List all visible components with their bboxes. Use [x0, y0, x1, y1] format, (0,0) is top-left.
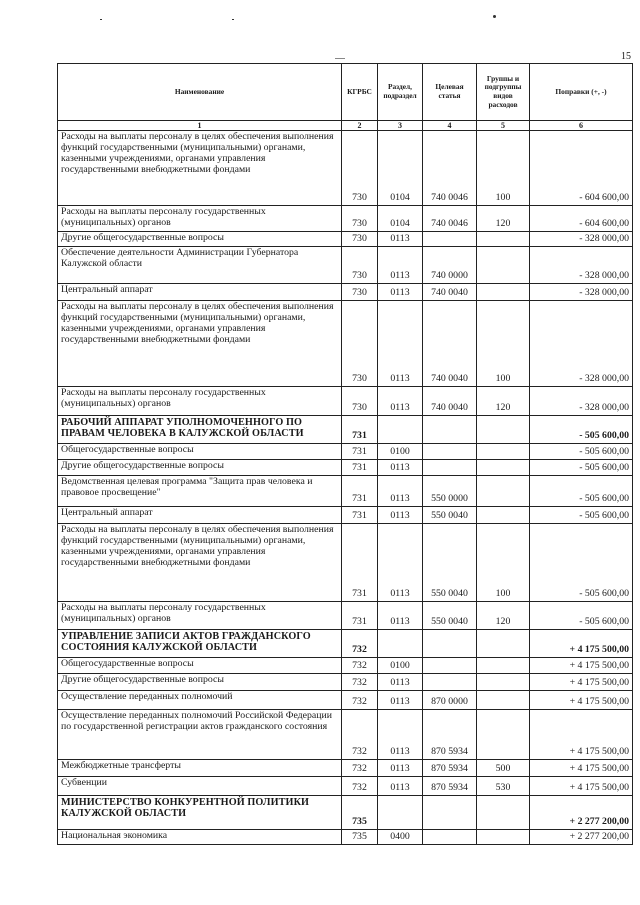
row-name: Расходы на выплаты персоналу в целях обеспечения выполнения функций государственными (муниципальными) органами, казенными учреждениями, органами управления государственными внебюджетными фондами [58, 524, 342, 602]
row-section: 0113 [378, 691, 423, 710]
row-kgrbs: 730 [342, 387, 378, 416]
row-section: 0100 [378, 444, 423, 460]
row-amount: + 4 175 500,00 [530, 674, 633, 691]
row-kgrbs: 730 [342, 232, 378, 247]
row-amount: - 505 600,00 [530, 476, 633, 507]
row-section: 0113 [378, 507, 423, 524]
row-group: 120 [477, 206, 530, 232]
row-kgrbs: 731 [342, 524, 378, 602]
row-group [477, 674, 530, 691]
row-name: Осуществление переданных полномочий Российской Федерации по государственной регистрации актов гражданского состояния [58, 710, 342, 760]
row-kgrbs: 731 [342, 602, 378, 630]
row-name: Другие общегосударственные вопросы [58, 460, 342, 476]
row-group: 530 [477, 777, 530, 796]
header-section: Раздел, подраздел [378, 64, 423, 121]
page-number: 15 [621, 51, 631, 62]
row-kgrbs: 731 [342, 507, 378, 524]
header-amendments: Поправки (+, -) [530, 64, 633, 121]
row-target [423, 796, 477, 830]
row-kgrbs: 732 [342, 674, 378, 691]
row-amount: + 2 277 200,00 [530, 830, 633, 845]
row-kgrbs: 730 [342, 247, 378, 284]
row-group [477, 247, 530, 284]
row-amount: - 505 600,00 [530, 524, 633, 602]
table-row [58, 131, 633, 206]
row-target [423, 830, 477, 845]
table-row [58, 710, 633, 760]
table-row [58, 658, 633, 674]
row-amount: + 4 175 500,00 [530, 630, 633, 658]
row-kgrbs: 731 [342, 416, 378, 444]
row-section: 0113 [378, 247, 423, 284]
table-row [58, 691, 633, 710]
row-section: 0113 [378, 301, 423, 387]
table-section-row [58, 416, 633, 444]
header-name: Наименование [58, 64, 342, 121]
row-target: 740 0046 [423, 131, 477, 206]
row-kgrbs: 730 [342, 301, 378, 387]
table-row [58, 232, 633, 247]
table-row [58, 602, 633, 630]
row-amount: - 505 600,00 [530, 444, 633, 460]
row-target: 870 5934 [423, 710, 477, 760]
row-kgrbs: 731 [342, 476, 378, 507]
row-amount: + 4 175 500,00 [530, 760, 633, 777]
row-group [477, 284, 530, 301]
row-group [477, 710, 530, 760]
row-name: Расходы на выплаты персоналу в целях обеспечения выполнения функций государственными (муниципальными) органами, казенными учреждениями, органами управления государственными внебюджетными фондами [58, 131, 342, 206]
row-group: 120 [477, 387, 530, 416]
row-section: 0113 [378, 760, 423, 777]
row-section [378, 416, 423, 444]
scan-speck [232, 19, 234, 20]
row-section: 0400 [378, 830, 423, 845]
row-amount: + 2 277 200,00 [530, 796, 633, 830]
row-kgrbs: 732 [342, 710, 378, 760]
row-target: 740 0046 [423, 206, 477, 232]
row-section: 0113 [378, 710, 423, 760]
row-group [477, 796, 530, 830]
table-row [58, 760, 633, 777]
budget-amendments-table [57, 63, 633, 845]
row-amount: - 328 000,00 [530, 387, 633, 416]
row-amount: + 4 175 500,00 [530, 691, 633, 710]
column-number: 4 [423, 121, 477, 131]
row-section: 0113 [378, 777, 423, 796]
row-target: 870 0000 [423, 691, 477, 710]
row-target [423, 630, 477, 658]
header-kgrbs: КГРБС [342, 64, 378, 121]
row-name: Обеспечение деятельности Администрации Губернатора Калужской области [58, 247, 342, 284]
row-kgrbs: 732 [342, 760, 378, 777]
row-kgrbs: 735 [342, 830, 378, 845]
table-row [58, 206, 633, 232]
row-section: 0113 [378, 232, 423, 247]
row-amount: - 328 000,00 [530, 301, 633, 387]
row-group [477, 658, 530, 674]
row-name: УПРАВЛЕНИЕ ЗАПИСИ АКТОВ ГРАЖДАНСКОГО СОСТОЯНИЯ КАЛУЖСКОЙ ОБЛАСТИ [58, 630, 342, 658]
row-group [477, 630, 530, 658]
row-amount: + 4 175 500,00 [530, 658, 633, 674]
header-row [58, 64, 633, 121]
header-target: Целевая статья [423, 64, 477, 121]
row-group: 100 [477, 524, 530, 602]
column-number: 6 [530, 121, 633, 131]
row-name: Центральный аппарат [58, 284, 342, 301]
table-row [58, 476, 633, 507]
row-name: Национальная экономика [58, 830, 342, 845]
row-section: 0113 [378, 284, 423, 301]
row-amount: - 328 000,00 [530, 232, 633, 247]
row-kgrbs: 731 [342, 460, 378, 476]
row-group: 500 [477, 760, 530, 777]
table-section-row [58, 796, 633, 830]
column-number: 1 [58, 121, 342, 131]
row-section [378, 630, 423, 658]
table-row [58, 284, 633, 301]
table-row [58, 460, 633, 476]
row-group [477, 232, 530, 247]
row-section: 0113 [378, 460, 423, 476]
row-target: 740 0040 [423, 284, 477, 301]
row-target: 740 0040 [423, 387, 477, 416]
row-name: Расходы на выплаты персоналу государственных (муниципальных) органов [58, 387, 342, 416]
row-section: 0104 [378, 206, 423, 232]
row-amount: - 505 600,00 [530, 460, 633, 476]
row-amount: - 604 600,00 [530, 206, 633, 232]
row-section: 0100 [378, 658, 423, 674]
column-number-row [58, 121, 633, 131]
row-name: МИНИСТЕРСТВО КОНКУРЕНТНОЙ ПОЛИТИКИ КАЛУЖСКОЙ ОБЛАСТИ [58, 796, 342, 830]
row-group: 100 [477, 301, 530, 387]
row-kgrbs: 732 [342, 691, 378, 710]
row-amount: + 4 175 500,00 [530, 710, 633, 760]
table-row [58, 301, 633, 387]
row-name: Общегосударственные вопросы [58, 444, 342, 460]
row-target: 740 0000 [423, 247, 477, 284]
table-row [58, 777, 633, 796]
column-number: 5 [477, 121, 530, 131]
row-kgrbs: 731 [342, 444, 378, 460]
row-group [477, 444, 530, 460]
row-section: 0113 [378, 476, 423, 507]
table-row [58, 387, 633, 416]
row-name: Расходы на выплаты персоналу государственных (муниципальных) органов [58, 602, 342, 630]
row-amount: - 328 000,00 [530, 247, 633, 284]
row-amount: - 505 600,00 [530, 602, 633, 630]
row-name: РАБОЧИЙ АППАРАТ УПОЛНОМОЧЕННОГО ПО ПРАВАМ ЧЕЛОВЕКА В КАЛУЖСКОЙ ОБЛАСТИ [58, 416, 342, 444]
row-section: 0113 [378, 524, 423, 602]
table-row [58, 674, 633, 691]
row-kgrbs: 735 [342, 796, 378, 830]
row-group: 120 [477, 602, 530, 630]
column-number: 2 [342, 121, 378, 131]
row-kgrbs: 732 [342, 630, 378, 658]
header-groups: Группы и подгруппы видов расходов [477, 64, 530, 121]
row-target [423, 232, 477, 247]
row-target: 740 0040 [423, 301, 477, 387]
row-name: Другие общегосударственные вопросы [58, 674, 342, 691]
row-name: Субвенции [58, 777, 342, 796]
row-target: 870 5934 [423, 760, 477, 777]
row-group [477, 476, 530, 507]
row-target [423, 444, 477, 460]
table-row [58, 830, 633, 845]
row-name: Другие общегосударственные вопросы [58, 232, 342, 247]
table-section-row [58, 630, 633, 658]
row-amount: + 4 175 500,00 [530, 777, 633, 796]
row-kgrbs: 730 [342, 131, 378, 206]
row-target: 550 0040 [423, 602, 477, 630]
row-kgrbs: 732 [342, 777, 378, 796]
row-section: 0113 [378, 602, 423, 630]
row-target: 550 0040 [423, 507, 477, 524]
row-target: 550 0040 [423, 524, 477, 602]
row-target [423, 674, 477, 691]
row-group [477, 460, 530, 476]
row-target [423, 460, 477, 476]
row-section [378, 796, 423, 830]
row-name: Расходы на выплаты персоналу государственных (муниципальных) органов [58, 206, 342, 232]
row-name: Ведомственная целевая программа "Защита прав человека и правовое просвещение" [58, 476, 342, 507]
row-group [477, 416, 530, 444]
table-row [58, 507, 633, 524]
row-amount: - 505 600,00 [530, 507, 633, 524]
row-section: 0104 [378, 131, 423, 206]
row-group [477, 830, 530, 845]
row-section: 0113 [378, 674, 423, 691]
row-target: 870 5934 [423, 777, 477, 796]
scan-speck [335, 58, 345, 59]
row-amount: - 604 600,00 [530, 131, 633, 206]
table-row [58, 247, 633, 284]
scan-speck [100, 19, 102, 20]
row-kgrbs: 730 [342, 284, 378, 301]
row-amount: - 328 000,00 [530, 284, 633, 301]
row-group [477, 691, 530, 710]
row-target [423, 416, 477, 444]
row-target [423, 658, 477, 674]
row-name: Межбюджетные трансферты [58, 760, 342, 777]
row-section: 0113 [378, 387, 423, 416]
row-kgrbs: 730 [342, 206, 378, 232]
row-amount: - 505 600,00 [530, 416, 633, 444]
row-group [477, 507, 530, 524]
column-number: 3 [378, 121, 423, 131]
row-name: Общегосударственные вопросы [58, 658, 342, 674]
row-kgrbs: 732 [342, 658, 378, 674]
row-name: Расходы на выплаты персоналу в целях обеспечения выполнения функций государственными (муниципальными) органами, казенными учреждениями, органами управления государственными внебюджетными фондами [58, 301, 342, 387]
row-name: Центральный аппарат [58, 507, 342, 524]
row-target: 550 0000 [423, 476, 477, 507]
row-group: 100 [477, 131, 530, 206]
table-row [58, 444, 633, 460]
scan-speck [493, 15, 496, 18]
row-name: Осуществление переданных полномочий [58, 691, 342, 710]
table-row [58, 524, 633, 602]
